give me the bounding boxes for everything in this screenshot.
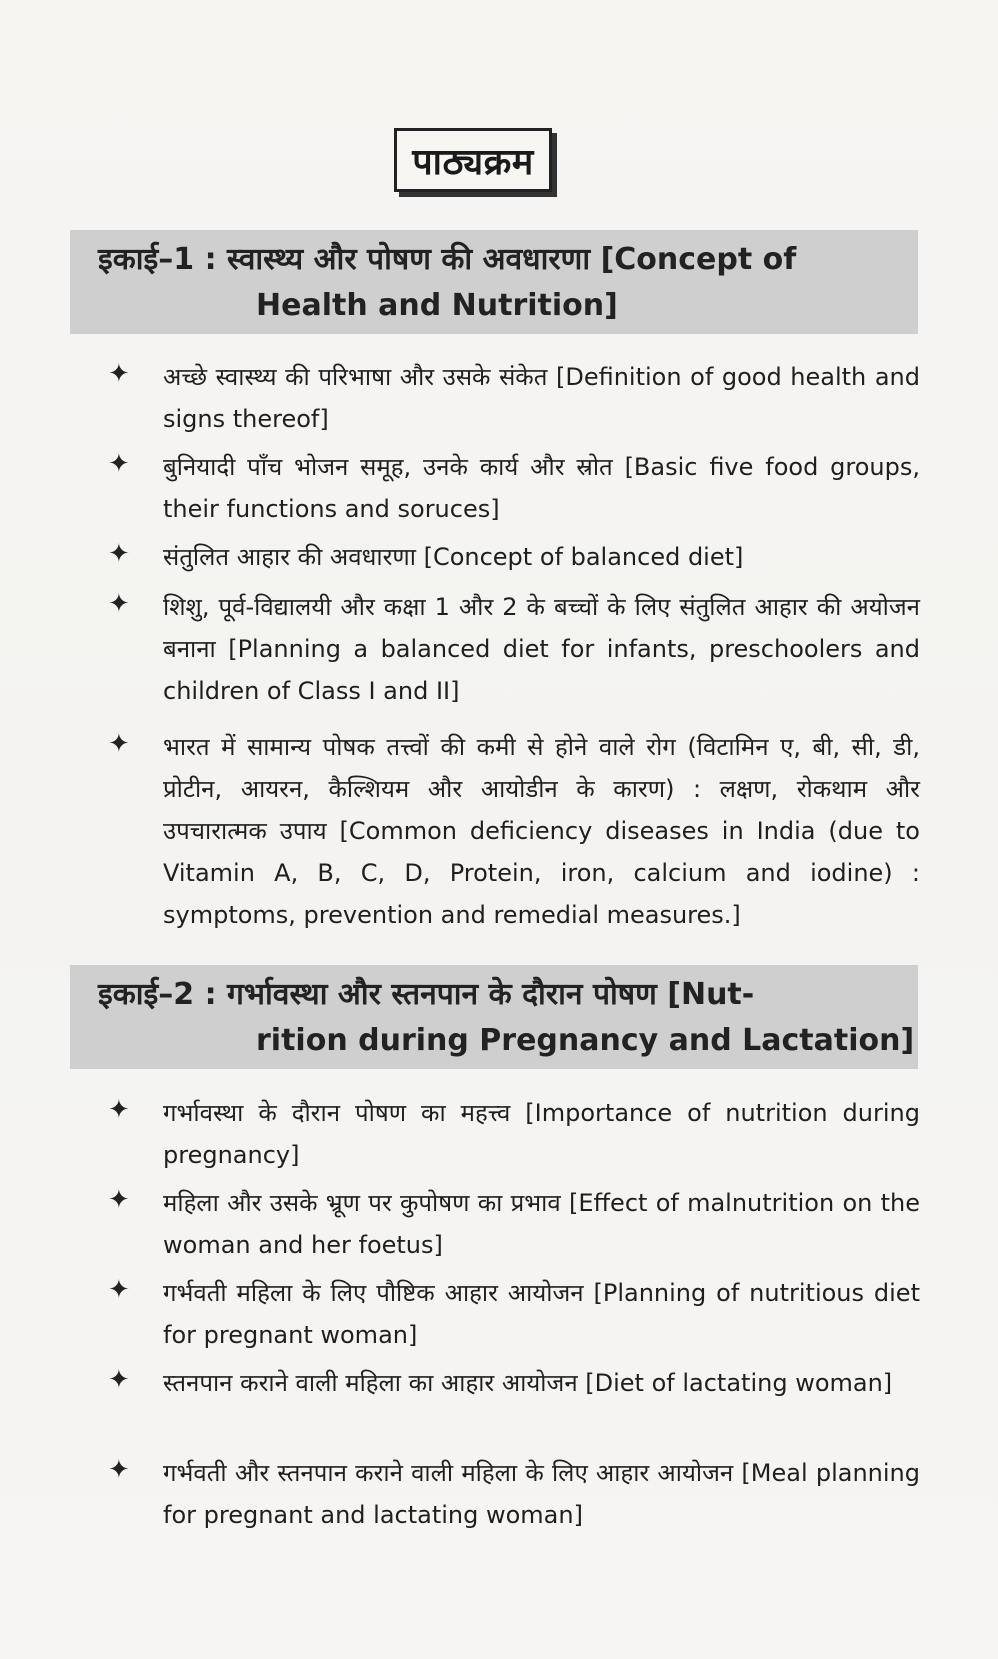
star-bullet-icon: ✦ <box>108 1185 130 1215</box>
list-item-text: महिला और उसके भ्रूण पर कुपोषण का प्रभाव [Effect of malnutrition on the woman and her foetus] <box>163 1189 920 1259</box>
list-item <box>108 1182 920 1266</box>
unit-1-heading-line2: Health and Nutrition] <box>256 288 618 323</box>
list-item <box>108 586 920 712</box>
star-bullet-icon: ✦ <box>108 729 130 759</box>
list-item <box>108 536 920 578</box>
list-item <box>108 726 920 936</box>
list-item-text: बुनियादी पाँच भोजन समूह, उनके कार्य और स्रोत [Basic five food groups, their functions and soruces] <box>163 453 920 523</box>
star-bullet-icon: ✦ <box>108 1275 130 1305</box>
list-item <box>108 1272 920 1356</box>
list-item-text: गर्भावस्था के दौरान पोषण का महत्त्व [Importance of nutrition during pregnancy] <box>163 1099 920 1169</box>
list-item-text: अच्छे स्वास्थ्य की परिभाषा और उसके संकेत [Definition of good health and signs thereof] <box>163 363 920 433</box>
list-item-text: शिशु, पूर्व-विद्यालयी और कक्षा 1 और 2 के बच्चों के लिए संतुलित आहार की अयोजन बनाना [Planning a balanced diet for infants, preschoolers and children of Class I and II] <box>163 593 920 705</box>
list-item-text: भारत में सामान्य पोषक तत्त्वों की कमी से होने वाले रोग (विटामिन ए, बी, सी, डी, प्रोटीन, आयरन, कैल्शियम और आयोडीन के कारण) : लक्षण, रोकथाम और उपचारात्मक उपाय [Common deficiency diseases in India (due to Vitamin A, B, C, D, Protein, iron, calcium and iodine) : symptoms, prevention and remedial measures.] <box>163 733 920 929</box>
page-title: पाठ्यक्रम <box>412 141 534 183</box>
unit-2-heading <box>70 965 918 1069</box>
list-item <box>108 446 920 530</box>
star-bullet-icon: ✦ <box>108 589 130 619</box>
unit-2-heading-line1: इकाई–2 : गर्भावस्था और स्तनपान के दौरान पोषण [Nut- <box>98 977 755 1012</box>
list-item-text: स्तनपान कराने वाली महिला का आहार आयोजन [Diet of lactating woman] <box>163 1369 893 1397</box>
list-item-text: संतुलित आहार की अवधारणा [Concept of balanced diet] <box>163 543 744 571</box>
star-bullet-icon: ✦ <box>108 359 130 389</box>
star-bullet-icon: ✦ <box>108 1455 130 1485</box>
list-item <box>108 1362 920 1404</box>
star-bullet-icon: ✦ <box>108 1365 130 1395</box>
unit-2-heading-line2: rition during Pregnancy and Lactation] <box>256 1023 915 1058</box>
list-item <box>108 356 920 440</box>
star-bullet-icon: ✦ <box>108 1095 130 1125</box>
list-item-text: गर्भवती महिला के लिए पौष्टिक आहार आयोजन [Planning of nutritious diet for pregnant woman] <box>163 1279 920 1349</box>
star-bullet-icon: ✦ <box>108 539 130 569</box>
list-item-text: गर्भवती और स्तनपान कराने वाली महिला के लिए आहार आयोजन [Meal planning for pregnant and lactating woman] <box>163 1459 920 1529</box>
list-item <box>108 1452 920 1536</box>
star-bullet-icon: ✦ <box>108 449 130 479</box>
list-item <box>108 1092 920 1176</box>
title-box <box>394 128 552 192</box>
unit-1-heading <box>70 230 918 334</box>
unit-1-heading-line1: इकाई–1 : स्वास्थ्य और पोषण की अवधारणा [Concept of <box>98 242 797 277</box>
